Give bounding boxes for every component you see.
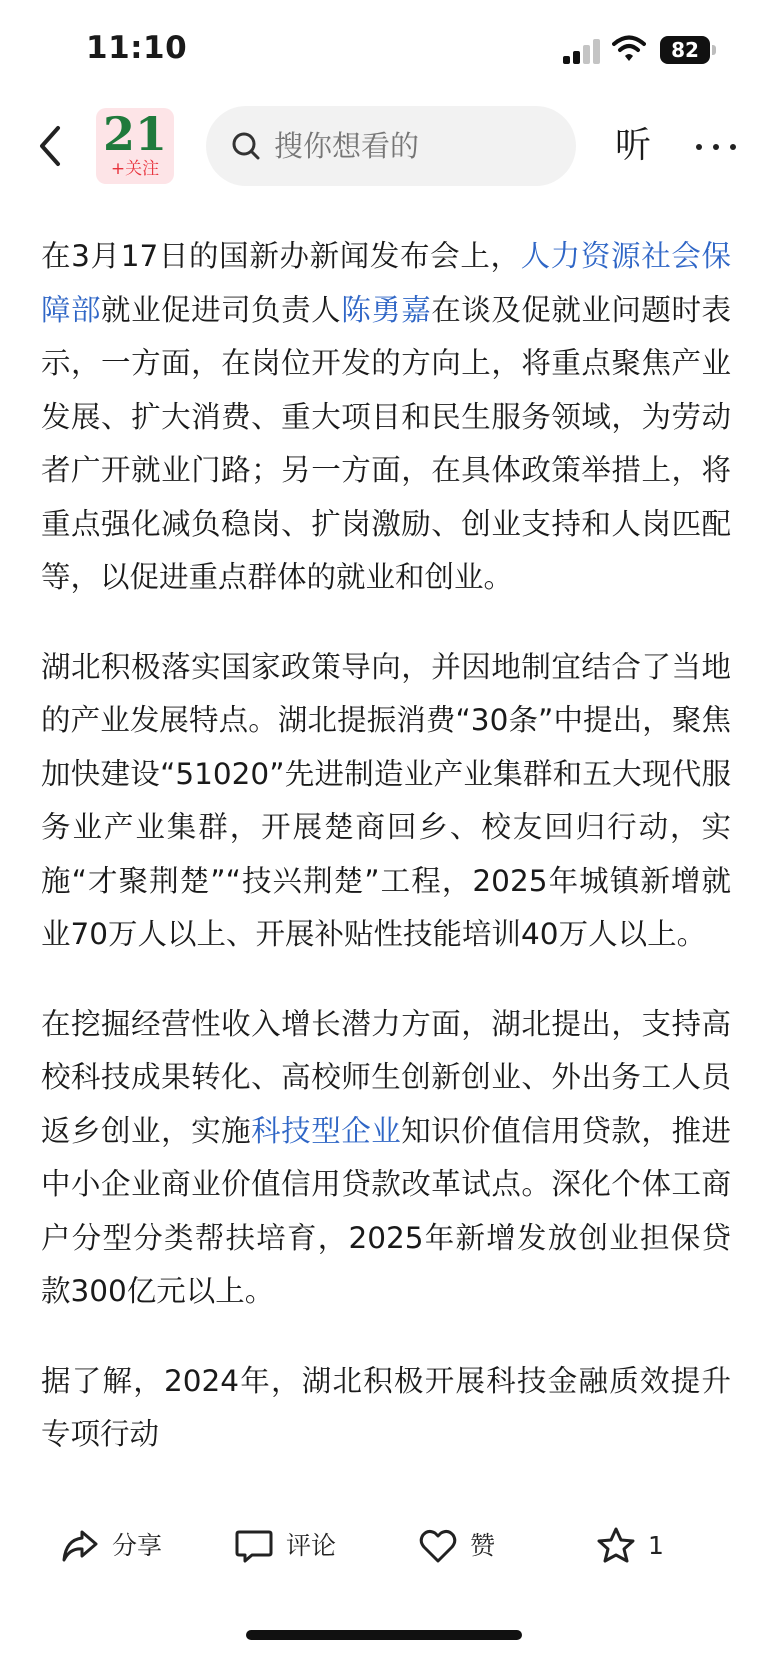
search-icon [230, 130, 262, 162]
favorite-count: 1 [648, 1531, 664, 1560]
status-bar [0, 0, 768, 100]
follow-button[interactable]: +关注 [110, 159, 160, 179]
entity-link[interactable]: 人力资源社会保障部 [41, 239, 731, 327]
search-placeholder: 搜你想看的 [274, 129, 420, 163]
paragraph-text: 在3月17日的国新办新闻发布会上， [41, 239, 521, 273]
battery-cap [712, 45, 716, 55]
favorite-button[interactable] [596, 1518, 676, 1574]
cellular-signal-icon [563, 38, 601, 64]
share-icon [60, 1526, 100, 1566]
like-label: 赞 [470, 1531, 496, 1560]
wifi-icon [612, 34, 646, 64]
back-button[interactable] [30, 118, 74, 174]
publisher-logo[interactable] [96, 108, 174, 184]
article-paragraph [41, 998, 731, 1319]
more-dot-icon [713, 144, 719, 150]
article-paragraph [41, 230, 731, 605]
paragraph-text: 知识价值信用贷款，推进中小企业商业价值信用贷款改革试点。深化个体工商户分型分类帮扶培育，2025年新增发放创业担保贷款300亿元以上。 [41, 1113, 731, 1308]
star-icon [596, 1526, 636, 1566]
entity-link[interactable]: 陈勇嘉 [341, 292, 432, 327]
share-button[interactable] [60, 1518, 170, 1574]
article-paragraph [41, 641, 731, 962]
paragraph-text: 据了解，2024年，湖北积极开展科技金融质效提升专项行动 [41, 1363, 731, 1451]
paragraph-text: 湖北积极落实国家政策导向，并因地制宜结合了当地的产业发展特点。湖北提振消费“30条”中提出，聚焦加快建设“51020”先进制造业产业集群和五大现代服务业产业集群，开展楚商回乡、校友回归行动，实施“才聚荆楚”“技兴荆楚”工程，2025年城镇新增就业70万人以上、开展补贴性技能培训40万人以上。 [41, 649, 731, 951]
share-label: 分享 [112, 1531, 163, 1560]
bottom-action-bar [0, 1500, 768, 1600]
more-options-button[interactable] [692, 116, 740, 176]
comment-icon [234, 1526, 274, 1566]
like-button[interactable] [418, 1518, 508, 1574]
more-dot-icon [730, 144, 736, 150]
comment-button[interactable] [234, 1518, 344, 1574]
chevron-left-icon [30, 118, 74, 174]
heart-icon [418, 1526, 458, 1566]
publisher-logo-text: 21 [102, 107, 167, 161]
paragraph-text: 在挖掘经营性收入增长潜力方面，湖北提出，支持高校科技成果转化、高校师生创新创业、外出务工人员返乡创业，实施 [41, 1006, 731, 1148]
article-body [41, 230, 731, 1490]
home-indicator [246, 1630, 522, 1640]
article-paragraph [41, 1355, 731, 1462]
listen-button[interactable]: 听 [614, 125, 651, 166]
entity-link[interactable]: 科技型企业 [251, 1113, 402, 1148]
nav-bar [0, 100, 768, 192]
more-dot-icon [696, 144, 702, 150]
comment-label: 评论 [286, 1531, 337, 1560]
status-time: 11:10 [86, 30, 188, 66]
paragraph-text: 就业促进司负责人 [101, 292, 342, 327]
paragraph-text: 在谈及促就业问题时表示，一方面，在岗位开发的方向上，将重点聚焦产业发展、扩大消费、重大项目和民生服务领域，为劳动者广开就业门路；另一方面，在具体政策举措上，将重点强化减负稳岗、扩岗激励、创业支持和人岗匹配等，以促进重点群体的就业和创业。 [41, 292, 731, 594]
battery-indicator: 82 [660, 36, 710, 64]
search-input[interactable] [206, 106, 576, 186]
